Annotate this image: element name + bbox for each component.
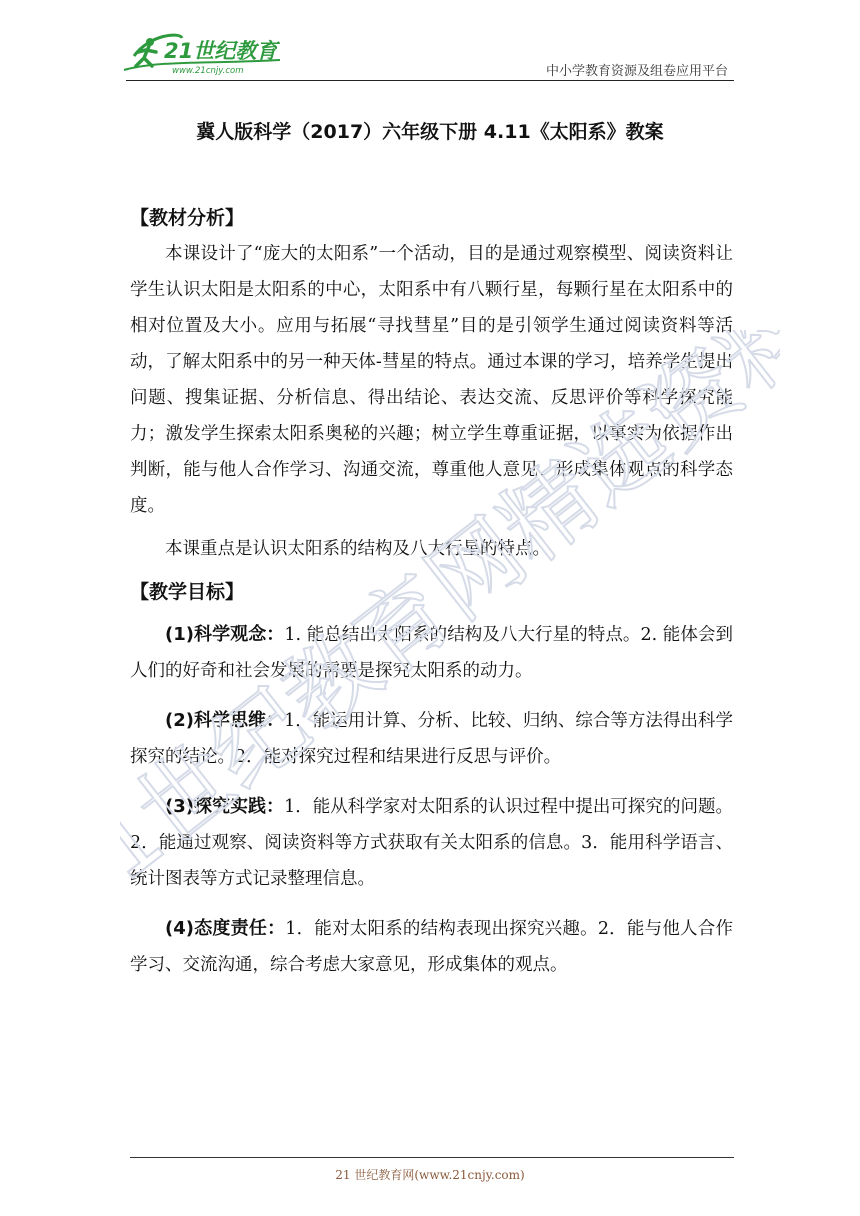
document-title: 冀人版科学（2017）六年级下册 4.11《太阳系》教案 — [196, 121, 664, 143]
section-heading-objectives: 【教学目标】 — [130, 581, 245, 603]
footer-divider — [130, 1157, 734, 1158]
logo-text: 21世纪教育 — [164, 39, 278, 63]
logo-graphic — [120, 30, 300, 80]
site-logo — [120, 30, 300, 80]
objective-text: 1．能从科学家对太阳系的认识过程中提出可探究的问题。2．能通过观察、阅读资料等方式获取有关太阳系的信息。3．能用科学语言、统计图表等方式记录整理信息。 — [130, 797, 733, 889]
logo-url: www.21cnjy.com — [172, 66, 244, 76]
header-divider — [126, 80, 734, 81]
objective-label: (3)探究实践： — [165, 796, 285, 817]
objective-text: 1．能运用计算、分析、比较、归纳、综合等方法得出科学探究的结论。2．能对探究过程和结果进行反思与评价。 — [130, 711, 733, 767]
objective-item — [130, 617, 733, 689]
footer-text: 21 世纪教育网(www.21cnjy.com) — [335, 1168, 525, 1182]
watermark-text: 21世纪教育网精选资料 — [120, 330, 780, 910]
platform-label: 中小学教育资源及组卷应用平台 — [545, 64, 728, 79]
section-heading-analysis: 【教材分析】 — [130, 207, 245, 229]
document-body — [130, 200, 733, 997]
objective-text: 1．能对太阳系的结构表现出探究兴趣。2．能与他人合作学习、交流沟通，综合考虑大家意见，形成集体的观点。 — [130, 919, 733, 975]
key-point-paragraph: 本课重点是认识太阳系的结构及八大行星的特点。 — [165, 539, 550, 559]
objective-label: (4)态度责任： — [165, 918, 286, 939]
analysis-paragraph: 本课设计了“庞大的太阳系”一个活动，目的是通过观察模型、阅读资料让学生认识太阳是太阳系的中心，太阳系中有八颗行星，每颗行星在太阳系中的相对位置及大小。应用与拓展“寻找彗星”目的是引领学生通过阅读资料等活动，了解太阳系中的另一种天体-彗星的特点。通过本课的学习，培养学生提出问题、搜集证据、分析信息、得出结论、表达交流、反思评价等科学探究能力；激发学生探索太阳系奥秘的兴趣；树立学生尊重证据，以事实为依据作出判断，能与他人合作学习、沟通交流，尊重他人意见、形成集体观点的科学态度。 — [130, 244, 733, 516]
objective-item — [130, 703, 733, 775]
objective-text: 1. 能总结出太阳系的结构及八大行星的特点。2. 能体会到人们的好奇和社会发展的需要是探究太阳系的动力。 — [130, 625, 733, 681]
objective-label: (1)科学观念： — [165, 624, 285, 645]
objective-item — [130, 789, 733, 897]
objective-label: (2)科学思维： — [165, 710, 285, 731]
objective-item — [130, 911, 733, 983]
